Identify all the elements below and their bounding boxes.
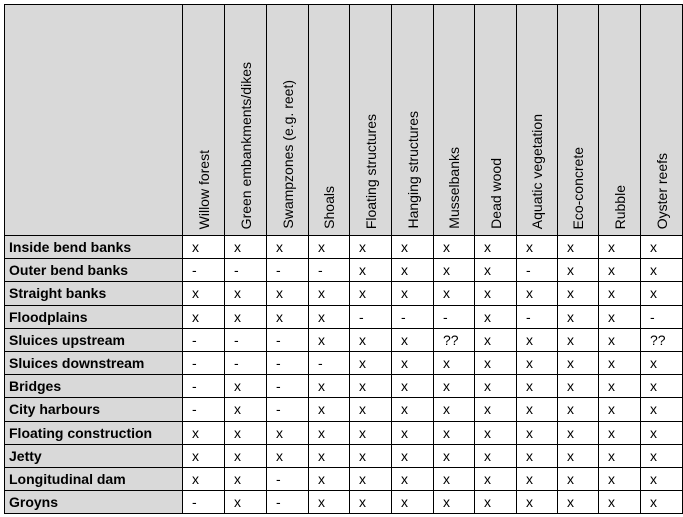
row-header: Floating construction: [5, 421, 183, 444]
table-cell: x: [267, 282, 309, 305]
table-cell: x: [350, 282, 392, 305]
column-header-label: Swampzones (e.g. reet): [279, 80, 296, 229]
table-cell: ??: [434, 328, 475, 351]
table-cell: x: [558, 351, 599, 374]
table-cell: -: [309, 259, 350, 282]
column-header-label: Musselbanks: [446, 147, 462, 229]
table-cell: x: [475, 351, 517, 374]
table-cell: x: [392, 398, 434, 421]
table-row: [5, 305, 683, 328]
column-header-label: Hanging structures: [404, 111, 421, 229]
table-row: [5, 328, 683, 351]
table-cell: x: [225, 467, 267, 490]
table-cell: -: [225, 328, 267, 351]
table-cell: -: [183, 398, 225, 421]
table-row: [5, 351, 683, 374]
table-cell: x: [517, 491, 558, 514]
table-cell: x: [309, 375, 350, 398]
table-cell: x: [475, 236, 517, 259]
table-cell: x: [599, 421, 641, 444]
table-cell: x: [475, 491, 517, 514]
table-cell: x: [183, 421, 225, 444]
row-header: Outer bend banks: [5, 259, 183, 282]
column-header: [641, 5, 683, 236]
table-cell: -: [392, 305, 434, 328]
table-cell: x: [517, 236, 558, 259]
table-cell: x: [558, 328, 599, 351]
row-header: Inside bend banks: [5, 236, 183, 259]
table-cell: x: [267, 444, 309, 467]
column-header-label: Willow forest: [195, 149, 212, 229]
table-cell: x: [517, 351, 558, 374]
table-cell: x: [392, 467, 434, 490]
column-header-label: Eco-concrete: [570, 146, 586, 229]
row-header: Straight banks: [5, 282, 183, 305]
table-cell: x: [641, 421, 683, 444]
table-cell: -: [183, 375, 225, 398]
table-cell: -: [517, 259, 558, 282]
table-cell: x: [558, 444, 599, 467]
table-cell: x: [558, 398, 599, 421]
column-header: [309, 5, 350, 236]
table-cell: x: [517, 375, 558, 398]
table-cell: x: [641, 444, 683, 467]
column-header: [350, 5, 392, 236]
table-cell: x: [392, 491, 434, 514]
table-row: [5, 236, 683, 259]
table-cell: x: [183, 236, 225, 259]
table-cell: x: [392, 282, 434, 305]
table-cell: x: [350, 467, 392, 490]
row-header: Longitudinal dam: [5, 467, 183, 490]
table-cell: -: [267, 375, 309, 398]
row-header: Bridges: [5, 375, 183, 398]
table-cell: x: [392, 259, 434, 282]
table-cell: x: [183, 282, 225, 305]
table-cell: x: [225, 398, 267, 421]
table-cell: x: [641, 375, 683, 398]
table-cell: x: [558, 305, 599, 328]
table-cell: x: [641, 282, 683, 305]
table-cell: x: [558, 421, 599, 444]
table-cell: x: [350, 351, 392, 374]
column-header: [267, 5, 309, 236]
table-cell: x: [434, 421, 475, 444]
table-cell: x: [392, 375, 434, 398]
table-cell: -: [517, 305, 558, 328]
table-cell: x: [350, 259, 392, 282]
table-cell: -: [267, 467, 309, 490]
table-cell: x: [517, 328, 558, 351]
table-cell: x: [641, 259, 683, 282]
suitability-matrix-table: [4, 4, 683, 514]
table-cell: x: [392, 421, 434, 444]
table-cell: x: [392, 236, 434, 259]
table-cell: x: [558, 491, 599, 514]
column-header: [392, 5, 434, 236]
table-cell: x: [183, 467, 225, 490]
table-cell: x: [225, 282, 267, 305]
table-cell: x: [558, 282, 599, 305]
column-header-label: Rubble: [611, 184, 628, 229]
table-cell: x: [475, 259, 517, 282]
table-cell: x: [309, 328, 350, 351]
table-cell: x: [309, 421, 350, 444]
table-cell: x: [225, 236, 267, 259]
table-row: [5, 375, 683, 398]
table-cell: x: [392, 328, 434, 351]
table-cell: x: [558, 259, 599, 282]
table-cell: x: [434, 444, 475, 467]
table-cell: x: [517, 467, 558, 490]
table-cell: x: [309, 491, 350, 514]
table-cell: x: [309, 282, 350, 305]
table-cell: x: [475, 282, 517, 305]
table-cell: x: [309, 398, 350, 421]
table-body: [5, 236, 683, 514]
column-header: [434, 5, 475, 236]
table-cell: -: [267, 398, 309, 421]
table-cell: x: [641, 467, 683, 490]
table-cell: x: [267, 305, 309, 328]
column-header-label: Oyster reefs: [653, 152, 670, 229]
table-cell: x: [434, 351, 475, 374]
column-header: [517, 5, 558, 236]
table-cell: x: [434, 467, 475, 490]
table-cell: x: [350, 236, 392, 259]
table-cell: x: [225, 491, 267, 514]
table-cell: x: [267, 421, 309, 444]
column-header: [475, 5, 517, 236]
column-header-label: Green embankments/dikes: [237, 61, 254, 229]
table-cell: x: [599, 259, 641, 282]
table-cell: -: [267, 491, 309, 514]
header-row: [5, 5, 683, 236]
column-header: [599, 5, 641, 236]
table-cell: x: [267, 236, 309, 259]
table-cell: x: [475, 467, 517, 490]
table-cell: x: [225, 444, 267, 467]
table-cell: x: [475, 421, 517, 444]
table-cell: x: [517, 282, 558, 305]
table-cell: x: [309, 444, 350, 467]
table-cell: x: [599, 351, 641, 374]
table-cell: x: [599, 375, 641, 398]
row-header: Sluices downstream: [5, 351, 183, 374]
table-cell: x: [434, 259, 475, 282]
table-cell: x: [475, 375, 517, 398]
column-header: [225, 5, 267, 236]
table-row: [5, 398, 683, 421]
table-cell: x: [558, 467, 599, 490]
row-header: Floodplains: [5, 305, 183, 328]
table-cell: x: [641, 351, 683, 374]
table-row: [5, 444, 683, 467]
table-cell: -: [183, 351, 225, 374]
table-cell: x: [350, 328, 392, 351]
table-cell: -: [183, 328, 225, 351]
table-cell: -: [225, 259, 267, 282]
row-header: City harbours: [5, 398, 183, 421]
table-cell: x: [641, 491, 683, 514]
table-cell: x: [475, 398, 517, 421]
table-cell: x: [350, 398, 392, 421]
table-cell: -: [225, 351, 267, 374]
table-cell: x: [309, 236, 350, 259]
corner-cell: [5, 5, 183, 236]
table-row: [5, 467, 683, 490]
table-cell: -: [267, 259, 309, 282]
table-cell: x: [183, 444, 225, 467]
table-cell: x: [475, 328, 517, 351]
column-header-label: Shoals: [321, 186, 337, 229]
table-cell: x: [517, 444, 558, 467]
column-header-label: Floating structures: [362, 113, 379, 229]
table-cell: x: [641, 236, 683, 259]
row-header: Jetty: [5, 444, 183, 467]
table-cell: -: [434, 305, 475, 328]
table-cell: x: [309, 305, 350, 328]
table-cell: x: [392, 444, 434, 467]
table-cell: x: [558, 375, 599, 398]
table-cell: x: [350, 421, 392, 444]
table-cell: x: [350, 491, 392, 514]
table-cell: x: [434, 491, 475, 514]
table-cell: -: [309, 351, 350, 374]
column-header: [558, 5, 599, 236]
table-cell: x: [434, 236, 475, 259]
table-cell: ??: [641, 328, 683, 351]
table-cell: x: [599, 398, 641, 421]
table-cell: x: [517, 421, 558, 444]
table-cell: x: [350, 444, 392, 467]
table-cell: x: [599, 305, 641, 328]
column-header-label: Aquatic vegetation: [529, 113, 545, 229]
table-cell: x: [183, 305, 225, 328]
table-cell: x: [225, 375, 267, 398]
table-row: [5, 282, 683, 305]
table-cell: x: [434, 375, 475, 398]
table-cell: x: [599, 282, 641, 305]
row-header: Sluices upstream: [5, 328, 183, 351]
table-cell: -: [183, 491, 225, 514]
table-cell: x: [599, 467, 641, 490]
table-cell: x: [225, 305, 267, 328]
table-cell: x: [475, 305, 517, 328]
table-cell: x: [599, 444, 641, 467]
row-header: Groyns: [5, 491, 183, 514]
table-cell: x: [392, 351, 434, 374]
table-cell: -: [267, 328, 309, 351]
table-cell: x: [558, 236, 599, 259]
table-row: [5, 259, 683, 282]
table-cell: x: [434, 398, 475, 421]
table-cell: -: [641, 305, 683, 328]
table-cell: -: [267, 351, 309, 374]
table-row: [5, 491, 683, 514]
table-cell: x: [309, 467, 350, 490]
table-cell: x: [475, 444, 517, 467]
table-cell: x: [599, 236, 641, 259]
table-cell: x: [434, 282, 475, 305]
column-header: [183, 5, 225, 236]
column-header-label: Dead wood: [487, 158, 504, 229]
table-cell: x: [350, 375, 392, 398]
table-cell: -: [183, 259, 225, 282]
table-cell: x: [517, 398, 558, 421]
table-cell: -: [350, 305, 392, 328]
table-cell: x: [599, 328, 641, 351]
table-cell: x: [641, 398, 683, 421]
table-cell: x: [599, 491, 641, 514]
table-row: [5, 421, 683, 444]
table-cell: x: [225, 421, 267, 444]
